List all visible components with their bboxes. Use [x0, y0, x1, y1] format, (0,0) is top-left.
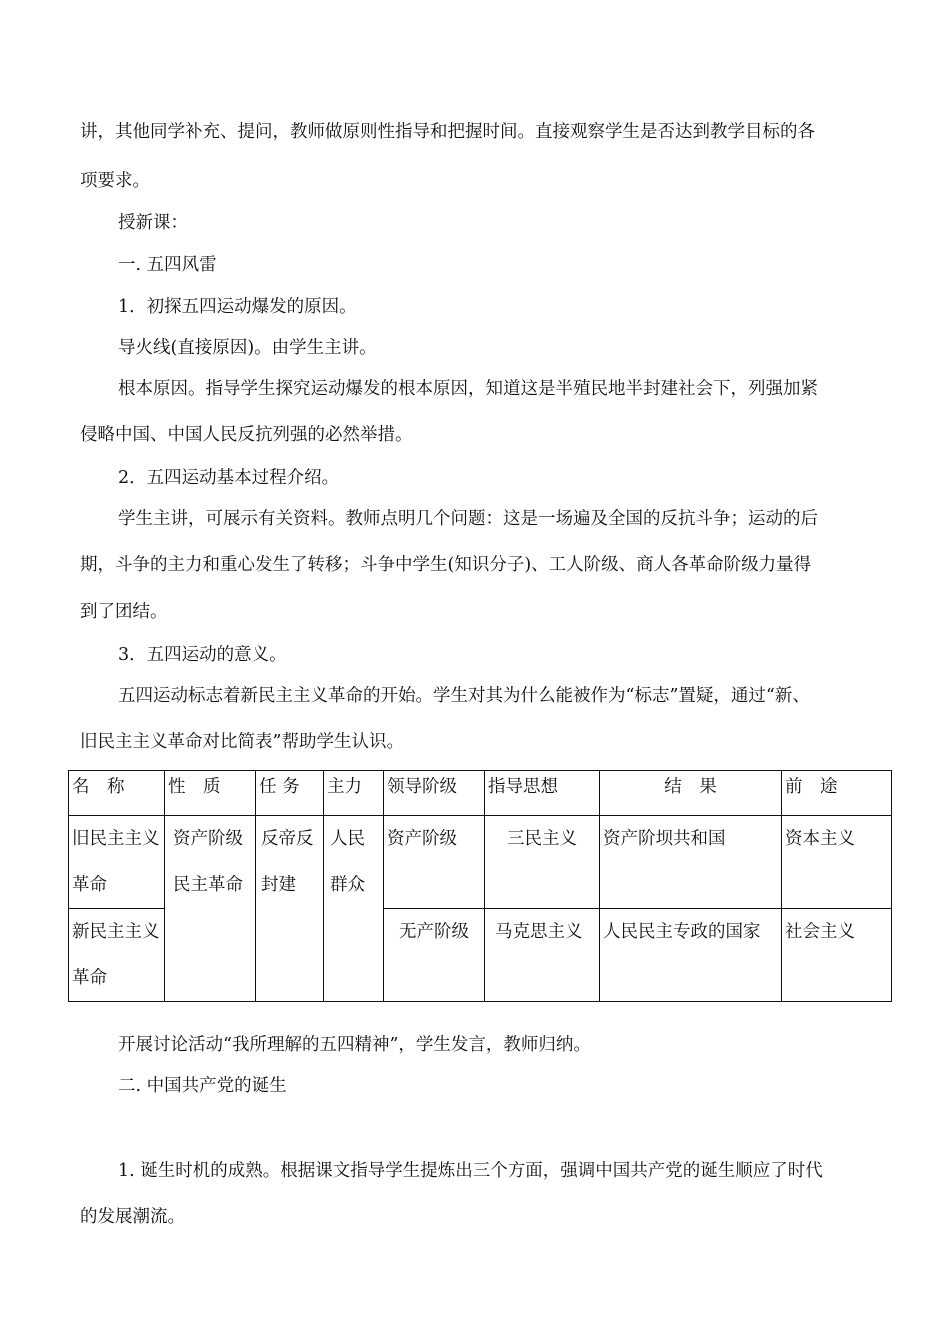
- paragraph-line: 的发展潮流。: [80, 1207, 185, 1227]
- paragraph-line: 1. 诞生时机的成熟。根据课文指导学生提炼出三个方面，强调中国共产党的诞生顺应了时代: [118, 1161, 823, 1181]
- table-cell: 反帝反封建: [256, 816, 324, 1002]
- table-cell: 资产阶坝共和国: [600, 816, 782, 909]
- table-cell: 人民民主专政的国家: [600, 909, 782, 1002]
- paragraph-line: 旧民主主义革命对比简表”帮助学生认识。: [80, 732, 404, 752]
- table-cell: 新民主主义革命: [69, 909, 165, 1002]
- paragraph-line: 侵略中国、中国人民反抗列强的必然举措。: [80, 425, 413, 445]
- subheading: 1．初探五四运动爆发的原因。: [118, 297, 357, 317]
- paragraph-line: 讲，其他同学补充、提问，教师做原则性指导和把握时间。直接观察学生是否达到教学目标的各: [80, 122, 815, 142]
- table-cell: 无产阶级: [384, 909, 485, 1002]
- subheading: 2．五四运动基本过程介绍。: [118, 468, 340, 488]
- subheading: 3．五四运动的意义。: [118, 645, 287, 665]
- header-cell: 前 途: [782, 771, 892, 816]
- section-heading: 一. 五四风雷: [118, 255, 217, 275]
- paragraph-line: 开展讨论活动“我所理解的五四精神”，学生发言，教师归纳。: [118, 1035, 591, 1055]
- paragraph-line: 学生主讲，可展示有关资料。教师点明几个问题：这是一场遍及全国的反抗斗争；运动的后: [118, 509, 818, 529]
- paragraph-line: 到了团结。: [80, 602, 168, 622]
- table-row: [69, 816, 892, 909]
- header-cell: 结 果: [600, 771, 782, 816]
- paragraph-line: 五四运动标志着新民主主义革命的开始。学生对其为什么能被作为“标志”置疑，通过“新、: [118, 686, 810, 706]
- paragraph-line: 期，斗争的主力和重心发生了转移；斗争中学生(知识分子)、工人阶级、商人各革命阶级力量得: [80, 555, 812, 575]
- table-cell: 马克思主义: [485, 909, 600, 1002]
- table-cell: 三民主义: [485, 816, 600, 909]
- paragraph-line: 导火线(直接原因)。由学生主讲。: [118, 338, 377, 358]
- paragraph-line: 项要求。: [80, 171, 150, 191]
- table-header-row: [69, 771, 892, 816]
- section-label: 授新课：: [118, 213, 188, 233]
- table-cell: 资产阶级民主革命: [165, 816, 256, 1002]
- header-cell: 指导思想: [485, 771, 600, 816]
- table-cell: 社会主义: [782, 909, 892, 1002]
- revolution-comparison-table: [68, 770, 892, 1002]
- header-cell: 性 质: [165, 771, 256, 816]
- paragraph-line: 根本原因。指导学生探究运动爆发的根本原因，知道这是半殖民地半封建社会下，列强加紧: [118, 379, 818, 399]
- header-cell: 名 称: [69, 771, 165, 816]
- header-cell: 主力: [324, 771, 384, 816]
- table-cell: 资本主义: [782, 816, 892, 909]
- table-cell: 旧民主主义革命: [69, 816, 165, 909]
- header-cell: 领导阶级: [384, 771, 485, 816]
- section-heading: 二. 中国共产党的诞生: [118, 1076, 287, 1096]
- table-cell: 人民群众: [324, 816, 384, 1002]
- table-cell: 资产阶级: [384, 816, 485, 909]
- header-cell: 任 务: [256, 771, 324, 816]
